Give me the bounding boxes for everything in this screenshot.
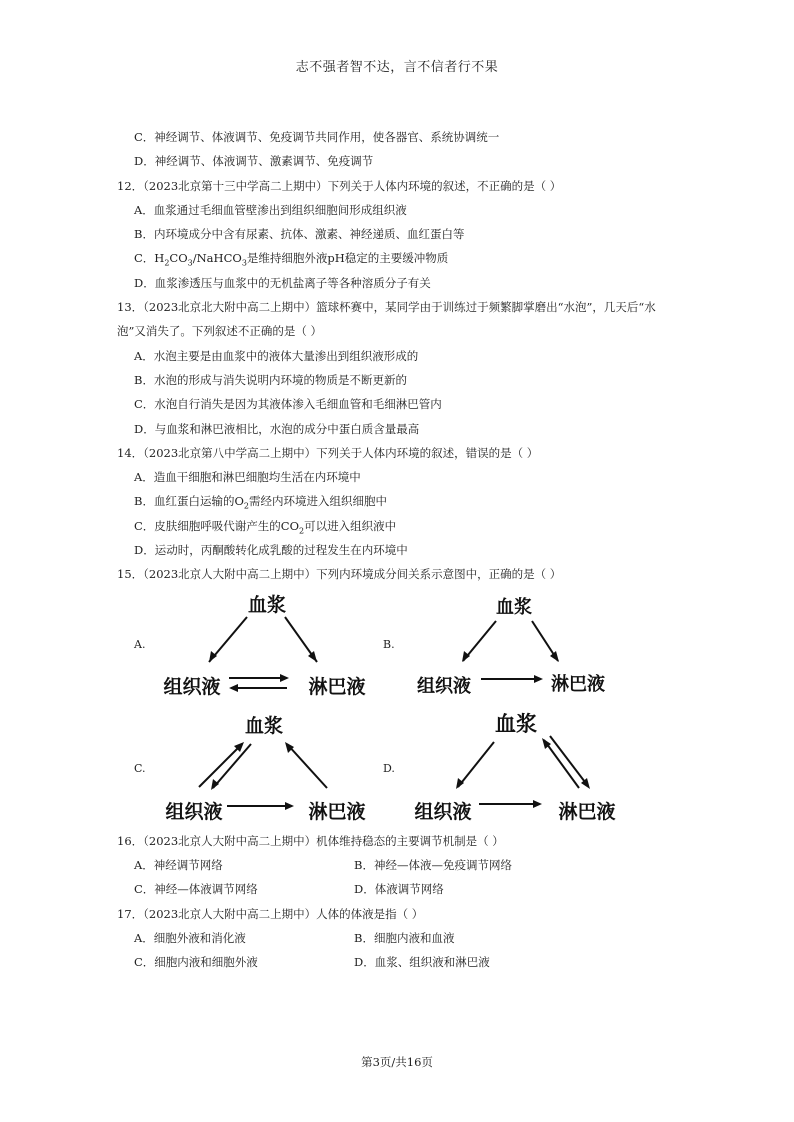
q13-stem-line2: 泡”又消失了。下列叙述不正确的是（ ） — [117, 324, 323, 339]
arrowhead — [533, 800, 542, 808]
diagram-a-label: A. — [134, 637, 146, 651]
arrow-lymph-to-plasma — [544, 740, 579, 788]
q13-option-b: B．水泡的形成与消失说明内环境的物质是不断更新的 — [134, 372, 407, 387]
diagram-c-plasma: 血浆 — [244, 714, 284, 737]
q12-option-a: A．血浆通过毛细血管壁渗出到组织细胞间形成组织液 — [134, 202, 407, 217]
arrowhead — [211, 779, 219, 790]
q16-stem: 16．（2023北京人大附中高二上期中）机体维持稳态的主要调节机制是（ ） — [117, 833, 504, 848]
q14-option-b: B．血红蛋白运输的$O_2$需经内环境进入组织细胞中 — [134, 494, 387, 511]
arrowhead — [534, 675, 543, 683]
diagram-d — [366, 704, 616, 829]
diagram-d-graphic — [366, 704, 616, 829]
q14-option-a: A．造血干细胞和淋巴细胞均生活在内环境中 — [134, 470, 361, 485]
q16-option-b: B．神经—体液—免疫调节网络 — [354, 857, 512, 872]
diagram-a-tissue: 组织液 — [163, 675, 221, 698]
page-header-motto: 志不强者智不达，言不信者行不果 — [295, 60, 499, 75]
q15-diagrams — [117, 589, 707, 829]
diagram-a — [117, 589, 366, 714]
diagram-b-plasma: 血浆 — [496, 596, 532, 618]
q14-option-c: C．皮肤细胞呼吸代谢产生的$CO_2$可以进入组织液中 — [134, 518, 397, 536]
diagram-d-tissue: 组织液 — [414, 800, 472, 823]
q12-option-b: B．内环境成分中含有尿素、抗体、激素、神经递质、血红蛋白等 — [134, 227, 465, 242]
q12-option-c: C．$H_2CO_3/NaHCO_3$是维持细胞外液pH稳定的主要缓冲物质 — [134, 251, 449, 268]
arrowhead — [280, 674, 289, 682]
q17-option-a: A．细胞外液和消化液 — [134, 930, 246, 945]
q13-option-a: A．水泡主要是由血浆中的液体大量渗出到组织液形成的 — [134, 348, 419, 363]
q17-option-c: C．细胞内液和细胞外液 — [134, 955, 258, 970]
q13-option-c: C．水泡自行消失是因为其液体渗入毛细血管和毛细淋巴管内 — [134, 397, 442, 412]
q16-option-a: A．神经调节网络 — [134, 857, 223, 872]
diagram-b-lymph: 淋巴液 — [551, 673, 605, 695]
question-content — [117, 125, 707, 974]
arrowhead — [285, 802, 294, 810]
q14-option-d: D．运动时，丙酮酸转化成乳酸的过程发生在内环境中 — [134, 543, 408, 558]
diagram-d-plasma: 血浆 — [495, 711, 537, 736]
arrow-plasma-to-lymph — [550, 736, 588, 786]
diagram-d-label: D. — [383, 761, 395, 775]
q16-option-d: D．体液调节网络 — [354, 882, 444, 897]
diagram-c-graphic — [117, 704, 366, 829]
arrowhead — [229, 684, 238, 692]
diagram-c-tissue: 组织液 — [165, 800, 223, 823]
diagram-a-lymph: 淋巴液 — [308, 675, 366, 698]
q13-stem-line1: 13．（2023北京北大附中高二上期中）篮球杯赛中，某同学由于训练过于频繁脚掌磨出“水泡”，几天后“水 — [117, 300, 656, 315]
diagram-a-graphic — [117, 589, 366, 714]
diagram-b-tissue: 组织液 — [417, 675, 471, 697]
q17-options-row1 — [117, 926, 707, 950]
arrowhead — [550, 651, 559, 662]
diagram-c-label: C. — [134, 761, 146, 775]
q17-options-row2 — [117, 950, 707, 974]
q12-stem: 12．（2023北京第十三中学高二上期中）下列关于人体内环境的叙述，不正确的是（ ） — [117, 178, 562, 193]
q15-stem: 15．（2023北京人大附中高二上期中）下列内环境成分间关系示意图中，正确的是（ ） — [117, 567, 562, 582]
q16-option-c: C．神经—体液调节网络 — [134, 882, 258, 897]
diagram-d-lymph: 淋巴液 — [558, 800, 616, 823]
arrow-plasma-to-tissue — [458, 742, 494, 787]
diagram-a-plasma: 血浆 — [247, 593, 287, 616]
q14-stem: 14．（2023北京第八中学高二上期中）下列关于人体内环境的叙述，错误的是（ ） — [117, 445, 539, 460]
q16-options-row2 — [117, 877, 707, 901]
diagram-c — [117, 704, 366, 829]
q17-stem: 17．（2023北京人大附中高二上期中）人体的体液是指（ ） — [117, 906, 424, 921]
prev-option-d: D．神经调节、体液调节、激素调节、免疫调节 — [134, 154, 374, 169]
q13-option-d: D．与血浆和淋巴液相比，水泡的成分中蛋白质含量最高 — [134, 421, 420, 436]
arrow-lymph-to-plasma — [287, 744, 327, 788]
page-footer-number: 第3页/共16页 — [361, 1055, 433, 1069]
diagram-b-label: B. — [383, 637, 395, 651]
diagram-b-graphic — [366, 589, 605, 714]
prev-option-c: C．神经调节、体液调节、免疫调节共同作用，使各器官、系统协调统一 — [134, 130, 500, 144]
q12-option-d: D．血浆渗透压与血浆中的无机盐离子等各种溶质分子有关 — [134, 275, 431, 290]
diagram-b — [366, 589, 605, 714]
diagram-c-lymph: 淋巴液 — [308, 800, 366, 823]
q17-option-b: B．细胞内液和血液 — [354, 930, 455, 945]
q17-option-d: D．血浆、组织液和淋巴液 — [354, 955, 490, 970]
q16-options-row1 — [117, 853, 707, 877]
